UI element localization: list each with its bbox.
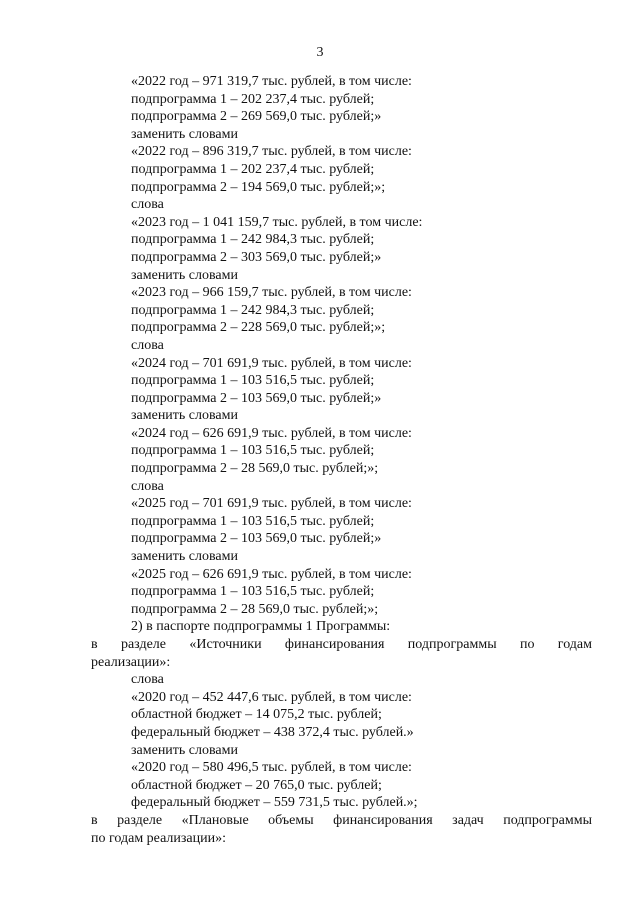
document-line: заменить словами bbox=[131, 549, 238, 565]
document-line: «2022 год – 896 319,7 тыс. рублей, в том числе: bbox=[131, 144, 412, 160]
document-line: «2023 год – 1 041 159,7 тыс. рублей, в том числе: bbox=[131, 214, 423, 230]
document-line: слова bbox=[131, 672, 164, 688]
document-line: по годам реализации»: bbox=[91, 830, 226, 846]
document-line: заменить словами bbox=[131, 742, 238, 758]
document-line: подпрограмма 2 – 194 569,0 тыс. рублей;»; bbox=[131, 179, 386, 195]
document-line: заменить словами bbox=[131, 126, 238, 142]
document-line: подпрограмма 1 – 103 516,5 тыс. рублей; bbox=[131, 373, 375, 389]
document-line: «2022 год – 971 319,7 тыс. рублей, в том числе: bbox=[131, 74, 412, 89]
document-line: «2025 год – 701 691,9 тыс. рублей, в том числе: bbox=[131, 496, 412, 512]
document-line: подпрограмма 1 – 202 237,4 тыс. рублей; bbox=[131, 91, 375, 107]
document-line-text: в разделе «Плановые объемы финансирования задач подпрограммы bbox=[91, 812, 592, 828]
document-line: реализации»: bbox=[91, 654, 171, 670]
document-line: подпрограмма 2 – 28 569,0 тыс. рублей;»; bbox=[131, 601, 379, 617]
document-line: подпрограмма 1 – 202 237,4 тыс. рублей; bbox=[131, 161, 375, 177]
document-line: «2024 год – 701 691,9 тыс. рублей, в том числе: bbox=[131, 355, 412, 371]
page-number: 3 bbox=[316, 45, 324, 60]
document-line: слова bbox=[131, 478, 164, 494]
document-line: подпрограмма 2 – 228 569,0 тыс. рублей;»; bbox=[131, 320, 386, 336]
document-body bbox=[0, 73, 640, 847]
document-line: «2025 год – 626 691,9 тыс. рублей, в том числе: bbox=[131, 566, 412, 582]
document-line: подпрограмма 2 – 103 569,0 тыс. рублей;» bbox=[131, 390, 382, 406]
document-line: подпрограмма 1 – 242 984,3 тыс. рублей; bbox=[131, 302, 375, 318]
document-line-text: в разделе «Источники финансирования подпрограммы по годам bbox=[91, 637, 592, 652]
document-line: федеральный бюджет – 438 372,4 тыс. рублей.» bbox=[131, 724, 414, 740]
document-line: областной бюджет – 20 765,0 тыс. рублей; bbox=[131, 777, 382, 793]
document-line: «2020 год – 452 447,6 тыс. рублей, в том числе: bbox=[131, 689, 412, 705]
document-line: «2020 год – 580 496,5 тыс. рублей, в том числе: bbox=[131, 760, 412, 776]
document-line: «2023 год – 966 159,7 тыс. рублей, в том числе: bbox=[131, 285, 412, 301]
document-line: подпрограмма 1 – 242 984,3 тыс. рублей; bbox=[131, 232, 375, 248]
document-line: подпрограмма 1 – 103 516,5 тыс. рублей; bbox=[131, 584, 375, 600]
document-line: заменить словами bbox=[131, 408, 238, 424]
document-line bbox=[0, 812, 640, 830]
document-line: подпрограмма 1 – 103 516,5 тыс. рублей; bbox=[131, 513, 375, 529]
document-line: федеральный бюджет – 559 731,5 тыс. рублей.»; bbox=[131, 795, 418, 811]
document-line: «2024 год – 626 691,9 тыс. рублей, в том числе: bbox=[131, 425, 412, 441]
document-line: слова bbox=[131, 197, 164, 213]
document-line: подпрограмма 2 – 103 569,0 тыс. рублей;» bbox=[131, 531, 382, 547]
document-line: областной бюджет – 14 075,2 тыс. рублей; bbox=[131, 707, 382, 723]
document-line: 2) в паспорте подпрограммы 1 Программы: bbox=[131, 619, 391, 635]
document-line: подпрограмма 2 – 28 569,0 тыс. рублей;»; bbox=[131, 461, 379, 477]
document-line: заменить словами bbox=[131, 267, 238, 283]
document-line: подпрограмма 2 – 303 569,0 тыс. рублей;» bbox=[131, 249, 382, 265]
document-line: подпрограмма 2 – 269 569,0 тыс. рублей;» bbox=[131, 109, 382, 125]
document-line: подпрограмма 1 – 103 516,5 тыс. рублей; bbox=[131, 443, 375, 459]
document-line: слова bbox=[131, 337, 164, 353]
document-line bbox=[0, 636, 640, 654]
